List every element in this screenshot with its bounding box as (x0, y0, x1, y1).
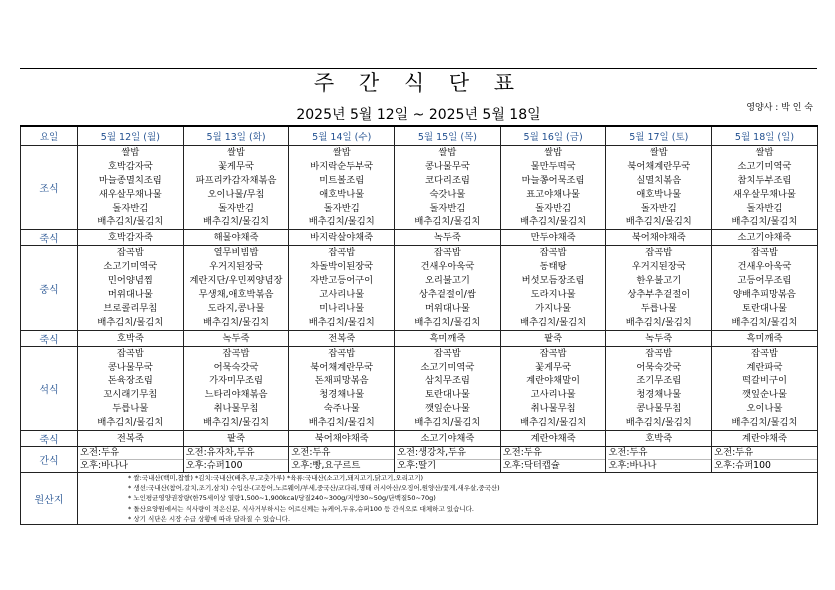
menu-item: 북어채계란무국 (310, 361, 374, 373)
dinner-cell (712, 346, 818, 430)
dinner-row (21, 346, 818, 430)
menu-item: 청경채나물 (636, 389, 682, 401)
porridge-cell: 북어채야채죽 (289, 431, 395, 447)
breakfast-cell (395, 146, 501, 230)
breakfast-cell (183, 146, 289, 230)
menu-item: 열무비빔밥 (213, 247, 259, 259)
lunch-cell (78, 246, 184, 330)
breakfast-cell (500, 146, 606, 230)
menu-item: 건새우아욱국 (420, 261, 475, 273)
menu-item: 잡곡밥 (645, 347, 673, 359)
origin-note: * 쌀:국내산(백미,찹쌀) *김치:국내산(배추,무,고춧가루) *육류:국내산(소고기,돼지고기,닭고기,오리고기) (128, 474, 424, 483)
menu-item: 계란파국 (746, 361, 783, 373)
menu-item: 깻잎순나물 (424, 403, 470, 415)
day-header: 5월 16일 (금) (500, 126, 606, 146)
menu-item: 우거지된장국 (631, 261, 686, 273)
porridge-cell: 녹두죽 (606, 330, 712, 346)
origin-row (21, 473, 818, 525)
menu-item: 민어양념찜 (107, 275, 153, 287)
menu-item: 배추김치/물김치 (625, 216, 692, 228)
snack-item: 오전:두유 (714, 447, 817, 460)
menu-item: 배추김치/물김치 (625, 316, 692, 328)
origin-note: * 상기 식단은 시장 수급 상황에 따라 달라질 수 있습니다. (128, 514, 291, 523)
porridge-cell: 소고기야채죽 (395, 431, 501, 447)
menu-item: 숙주나물 (323, 403, 360, 415)
snack-cell (395, 447, 501, 473)
menu-item: 배추김치/물김치 (731, 216, 798, 228)
menu-item: 콩나물무국 (107, 361, 153, 373)
menu-item: 표고야채나물 (526, 188, 581, 200)
dinner-cell (500, 346, 606, 430)
menu-item: 토란대나물 (742, 302, 787, 314)
row-label-porridge3: 죽식 (21, 431, 78, 447)
menu-item: 코다리조림 (424, 174, 470, 186)
snack-item: 오전:생강차,두유 (397, 447, 500, 460)
menu-item: 잡곡밥 (222, 347, 250, 359)
menu-item: 쌀밥 (332, 147, 351, 158)
menu-item: 배추김치/물김치 (308, 216, 375, 228)
menu-item: 콩나물무침 (636, 403, 682, 415)
menu-item: 돌자반김 (535, 202, 572, 214)
porridge-cell: 전복죽 (289, 330, 395, 346)
menu-item: 돌자반김 (323, 202, 360, 214)
porridge-cell: 녹두죽 (183, 330, 289, 346)
porridge1-row (21, 230, 818, 246)
menu-table (20, 125, 818, 525)
menu-item: 콩나물무국 (424, 160, 470, 172)
snack-item: 오전:두유 (291, 447, 394, 460)
menu-item: 잡곡밥 (750, 347, 778, 359)
menu-item: 머위대나물 (107, 289, 153, 301)
porridge-cell: 바지락살야채죽 (289, 230, 395, 246)
menu-item: 느타리야채볶음 (204, 389, 268, 401)
porridge-cell: 호박감자죽 (78, 230, 184, 246)
menu-item: 어묵숙갓국 (636, 361, 682, 373)
menu-item: 배추김치/물김치 (97, 316, 164, 328)
lunch-cell (289, 246, 395, 330)
menu-item: 잡곡밥 (116, 347, 144, 359)
menu-item: 쌀밥 (438, 147, 457, 158)
row-label-dinner: 석식 (21, 346, 78, 430)
breakfast-cell (289, 146, 395, 230)
menu-item: 미트볼조림 (319, 174, 365, 186)
origin-note: * 노인평균영양권장량(한75세이상 열량1,500~1,900kcal/당질240~300g/지방30~50g/단백질50~70g) (128, 494, 436, 503)
menu-item: 우거지된장국 (209, 261, 263, 273)
dinner-cell (78, 346, 184, 430)
porridge-cell: 전복죽 (78, 431, 184, 447)
snack-item: 오전:두유 (80, 447, 183, 460)
menu-item: 취나물무침 (530, 403, 576, 415)
menu-item: 쌀밥 (755, 147, 774, 158)
row-label-origin: 원산지 (21, 473, 78, 525)
menu-item: 잡곡밥 (328, 247, 356, 259)
porridge3-row (21, 431, 818, 447)
menu-item: 상추겉절이/쌈 (418, 289, 476, 301)
day-header: 5월 12일 (월) (78, 126, 184, 146)
date-range: 2025년 5월 12일 ~ 2025년 5월 18일 (296, 107, 541, 123)
menu-item: 떡갈비구이 (742, 375, 787, 387)
menu-item: 미나리나물 (319, 302, 365, 314)
menu-item: 잡곡밥 (433, 347, 461, 359)
menu-item: 숙갓나물 (429, 188, 466, 200)
menu-item: 바지락순두부국 (310, 160, 374, 172)
menu-item: 애호박나물 (319, 188, 365, 200)
menu-item: 돌자반김 (218, 202, 254, 214)
menu-item: 상추부추겉절이 (627, 289, 691, 301)
menu-item: 북어채계란무국 (627, 160, 691, 172)
menu-item: 배추김치/물김치 (203, 316, 270, 328)
menu-item: 취나물무침 (213, 403, 259, 415)
dinner-cell (183, 346, 289, 430)
origin-notes (78, 473, 818, 525)
breakfast-cell (606, 146, 712, 230)
snack-item: 오전:두유 (608, 447, 711, 460)
menu-item: 배추김치/물김치 (731, 417, 798, 429)
menu-item: 돈육장조림 (107, 375, 153, 387)
menu-item: 도라지,콩나물 (207, 302, 265, 314)
dinner-cell (606, 346, 712, 430)
snack-cell (289, 447, 395, 473)
menu-item: 양배추피망볶음 (733, 289, 796, 301)
menu-item: 잡곡밥 (116, 247, 144, 259)
snack-cell (78, 447, 184, 473)
menu-item: 계란야채말이 (526, 375, 581, 387)
menu-item: 배추김치/물김치 (97, 216, 164, 228)
row-label-day: 요일 (21, 126, 78, 146)
menu-item: 참치두부조림 (737, 174, 792, 186)
menu-item: 배추김치/물김치 (520, 216, 587, 228)
day-header: 5월 13일 (화) (183, 126, 289, 146)
menu-item: 가자미무조림 (209, 375, 263, 387)
menu-item: 실멸치볶음 (636, 174, 682, 186)
menu-item: 꼬시래기무침 (103, 389, 158, 401)
menu-item: 마늘종멸치조림 (98, 174, 162, 186)
porridge-cell: 흑미깨죽 (395, 330, 501, 346)
lunch-cell (500, 246, 606, 330)
menu-item: 깻잎순나물 (742, 389, 787, 401)
day-header: 5월 18일 (일) (712, 126, 818, 146)
menu-item: 배추김치/물김치 (414, 316, 481, 328)
page-title: 주 간 식 단 표 (20, 68, 817, 99)
snack-item: 오전:유자차,두유 (186, 447, 289, 460)
nutritionist: 영양사 : 박 인 숙 (746, 103, 813, 113)
menu-item: 돌자반김 (746, 202, 783, 214)
porridge-cell: 북어채야채죽 (606, 230, 712, 246)
menu-item: 잡곡밥 (433, 247, 461, 259)
menu-item: 한우불고기 (636, 275, 682, 287)
menu-item: 건새우아욱국 (737, 261, 792, 273)
dinner-cell (289, 346, 395, 430)
menu-item: 차돌박이된장국 (310, 261, 374, 273)
menu-item: 배추김치/물김치 (731, 316, 798, 328)
menu-item: 소고기미역국 (737, 160, 792, 172)
menu-item: 꽃게무국 (218, 160, 254, 172)
menu-item: 소고기미역국 (420, 361, 475, 373)
menu-item: 배추김치/물김치 (414, 417, 481, 429)
lunch-cell (183, 246, 289, 330)
lunch-cell (395, 246, 501, 330)
menu-item: 도라지나물 (530, 289, 576, 301)
porridge-cell: 녹두죽 (395, 230, 501, 246)
menu-item: 쌀밥 (649, 147, 668, 158)
porridge-cell: 흑미깨죽 (712, 330, 818, 346)
menu-item: 배추김치/물김치 (520, 316, 587, 328)
snack-cell (500, 447, 606, 473)
menu-item: 쌀밥 (544, 147, 563, 158)
porridge2-row (21, 330, 818, 346)
menu-item: 돌자반김 (429, 202, 466, 214)
menu-item: 가지나물 (535, 302, 572, 314)
menu-item: 잡곡밥 (539, 247, 567, 259)
snack-item: 오후:닥터캡슐 (502, 460, 560, 472)
snack-item: 오후:슈퍼100 (714, 460, 771, 472)
menu-item: 고등어무조림 (737, 275, 792, 287)
row-label-porridge1: 죽식 (21, 230, 78, 246)
menu-item: 물만두떡국 (530, 160, 576, 172)
row-label-lunch: 중식 (21, 246, 78, 330)
menu-item: 배추김치/물김치 (308, 417, 375, 429)
menu-item: 오이나물 (746, 403, 783, 415)
menu-item: 배추김치/물김치 (414, 216, 481, 228)
snack-item: 오후:딸기 (397, 460, 437, 472)
porridge-cell: 호박죽 (78, 330, 184, 346)
menu-item: 배추김치/물김치 (97, 417, 164, 429)
menu-item: 어묵숙갓국 (213, 361, 259, 373)
menu-item: 소고기미역국 (103, 261, 158, 273)
menu-item: 배추김치/물김치 (625, 417, 692, 429)
porridge-cell: 계란야채죽 (500, 431, 606, 447)
menu-item: 쌀밥 (227, 147, 246, 158)
menu-item: 잡곡밥 (750, 247, 778, 259)
breakfast-cell (712, 146, 818, 230)
menu-item: 오이나물/무침 (207, 188, 265, 200)
lunch-row (21, 246, 818, 330)
day-header: 5월 17일 (토) (606, 126, 712, 146)
menu-item: 호박감자국 (107, 160, 153, 172)
menu-item: 쌀밥 (121, 147, 140, 158)
row-label-snack: 간식 (21, 447, 78, 473)
origin-note: * 생선:국내산(참어,갈치,조기,삼치) 수입산-(고등어,노르웨이/부세,중국산/코다리,명태 러시아산/오징어,원양산/꽃게,새우살,중국산) (128, 484, 500, 493)
snack-item: 오후:바나나 (608, 460, 657, 472)
menu-item: 계란지단/우민찌양념장 (189, 275, 283, 287)
menu-item: 무생채,애호박볶음 (198, 289, 274, 301)
breakfast-cell (78, 146, 184, 230)
menu-item: 파프리카감자채볶음 (195, 174, 277, 186)
menu-item: 잡곡밥 (539, 347, 567, 359)
menu-item: 고사리나물 (319, 289, 365, 301)
menu-item: 오리불고기 (424, 275, 470, 287)
menu-item: 청경채나물 (319, 389, 365, 401)
dinner-cell (395, 346, 501, 430)
menu-item: 새우살무채나물 (733, 188, 796, 200)
porridge-cell: 소고기야채죽 (712, 230, 818, 246)
menu-item: 버섯모듬장조림 (521, 275, 585, 287)
menu-item: 배추김치/물김치 (203, 417, 270, 429)
menu-item: 머위대나물 (424, 302, 470, 314)
menu-item: 조기무조림 (636, 375, 682, 387)
lunch-cell (712, 246, 818, 330)
snack-item: 오전:두유 (503, 447, 606, 460)
row-label-breakfast: 조식 (21, 146, 78, 230)
porridge-cell: 해물야채죽 (183, 230, 289, 246)
menu-item: 잡곡밥 (328, 347, 356, 359)
menu-item: 배추김치/물김치 (520, 417, 587, 429)
snack-row (21, 447, 818, 473)
menu-item: 동태탕 (539, 261, 567, 273)
snack-item: 오후:슈퍼100 (185, 460, 243, 472)
menu-item: 애호박나물 (636, 188, 682, 200)
menu-item: 브로콜리무침 (103, 302, 158, 314)
menu-item: 배추김치/물김치 (308, 316, 375, 328)
snack-item: 오후:바나나 (80, 460, 129, 472)
breakfast-row (21, 146, 818, 230)
menu-item: 토란대나물 (424, 389, 470, 401)
menu-item: 두릅나물 (112, 403, 149, 415)
day-header: 5월 15일 (목) (395, 126, 501, 146)
menu-item: 삼치무조림 (424, 375, 470, 387)
menu-item: 자반고등어구이 (310, 275, 374, 287)
day-header: 5월 14일 (수) (289, 126, 395, 146)
porridge-cell: 만두야채죽 (500, 230, 606, 246)
snack-cell (712, 447, 818, 473)
row-label-porridge2: 죽식 (21, 330, 78, 346)
menu-item: 두릅나물 (640, 302, 677, 314)
lunch-cell (606, 246, 712, 330)
menu-item: 새우살무채나물 (98, 188, 162, 200)
porridge-cell: 계란야채죽 (712, 431, 818, 447)
menu-item: 마늘쫑어묵조림 (521, 174, 585, 186)
menu-item: 돈채피망볶음 (314, 375, 369, 387)
day-header-row (21, 126, 818, 146)
menu-item: 배추김치/물김치 (203, 216, 270, 228)
porridge-cell: 팥죽 (183, 431, 289, 447)
menu-item: 돌자반김 (112, 202, 149, 214)
menu-item: 꽃게무국 (535, 361, 572, 373)
snack-cell (183, 447, 289, 473)
porridge-cell: 팥죽 (500, 330, 606, 346)
menu-item: 잡곡밥 (645, 247, 673, 259)
porridge-cell: 호박죽 (606, 431, 712, 447)
origin-note: * 돌산요양원에서는 식사량이 적은신분, 식사거부하시는 어르신께는 뉴케어,두유,슈퍼100 등 간식으로 대체하고 있습니다. (128, 504, 474, 513)
snack-cell (606, 447, 712, 473)
menu-item: 고사리나물 (530, 389, 576, 401)
menu-item: 돌자반김 (640, 202, 677, 214)
snack-item: 오후:빵,요구르트 (291, 460, 361, 472)
